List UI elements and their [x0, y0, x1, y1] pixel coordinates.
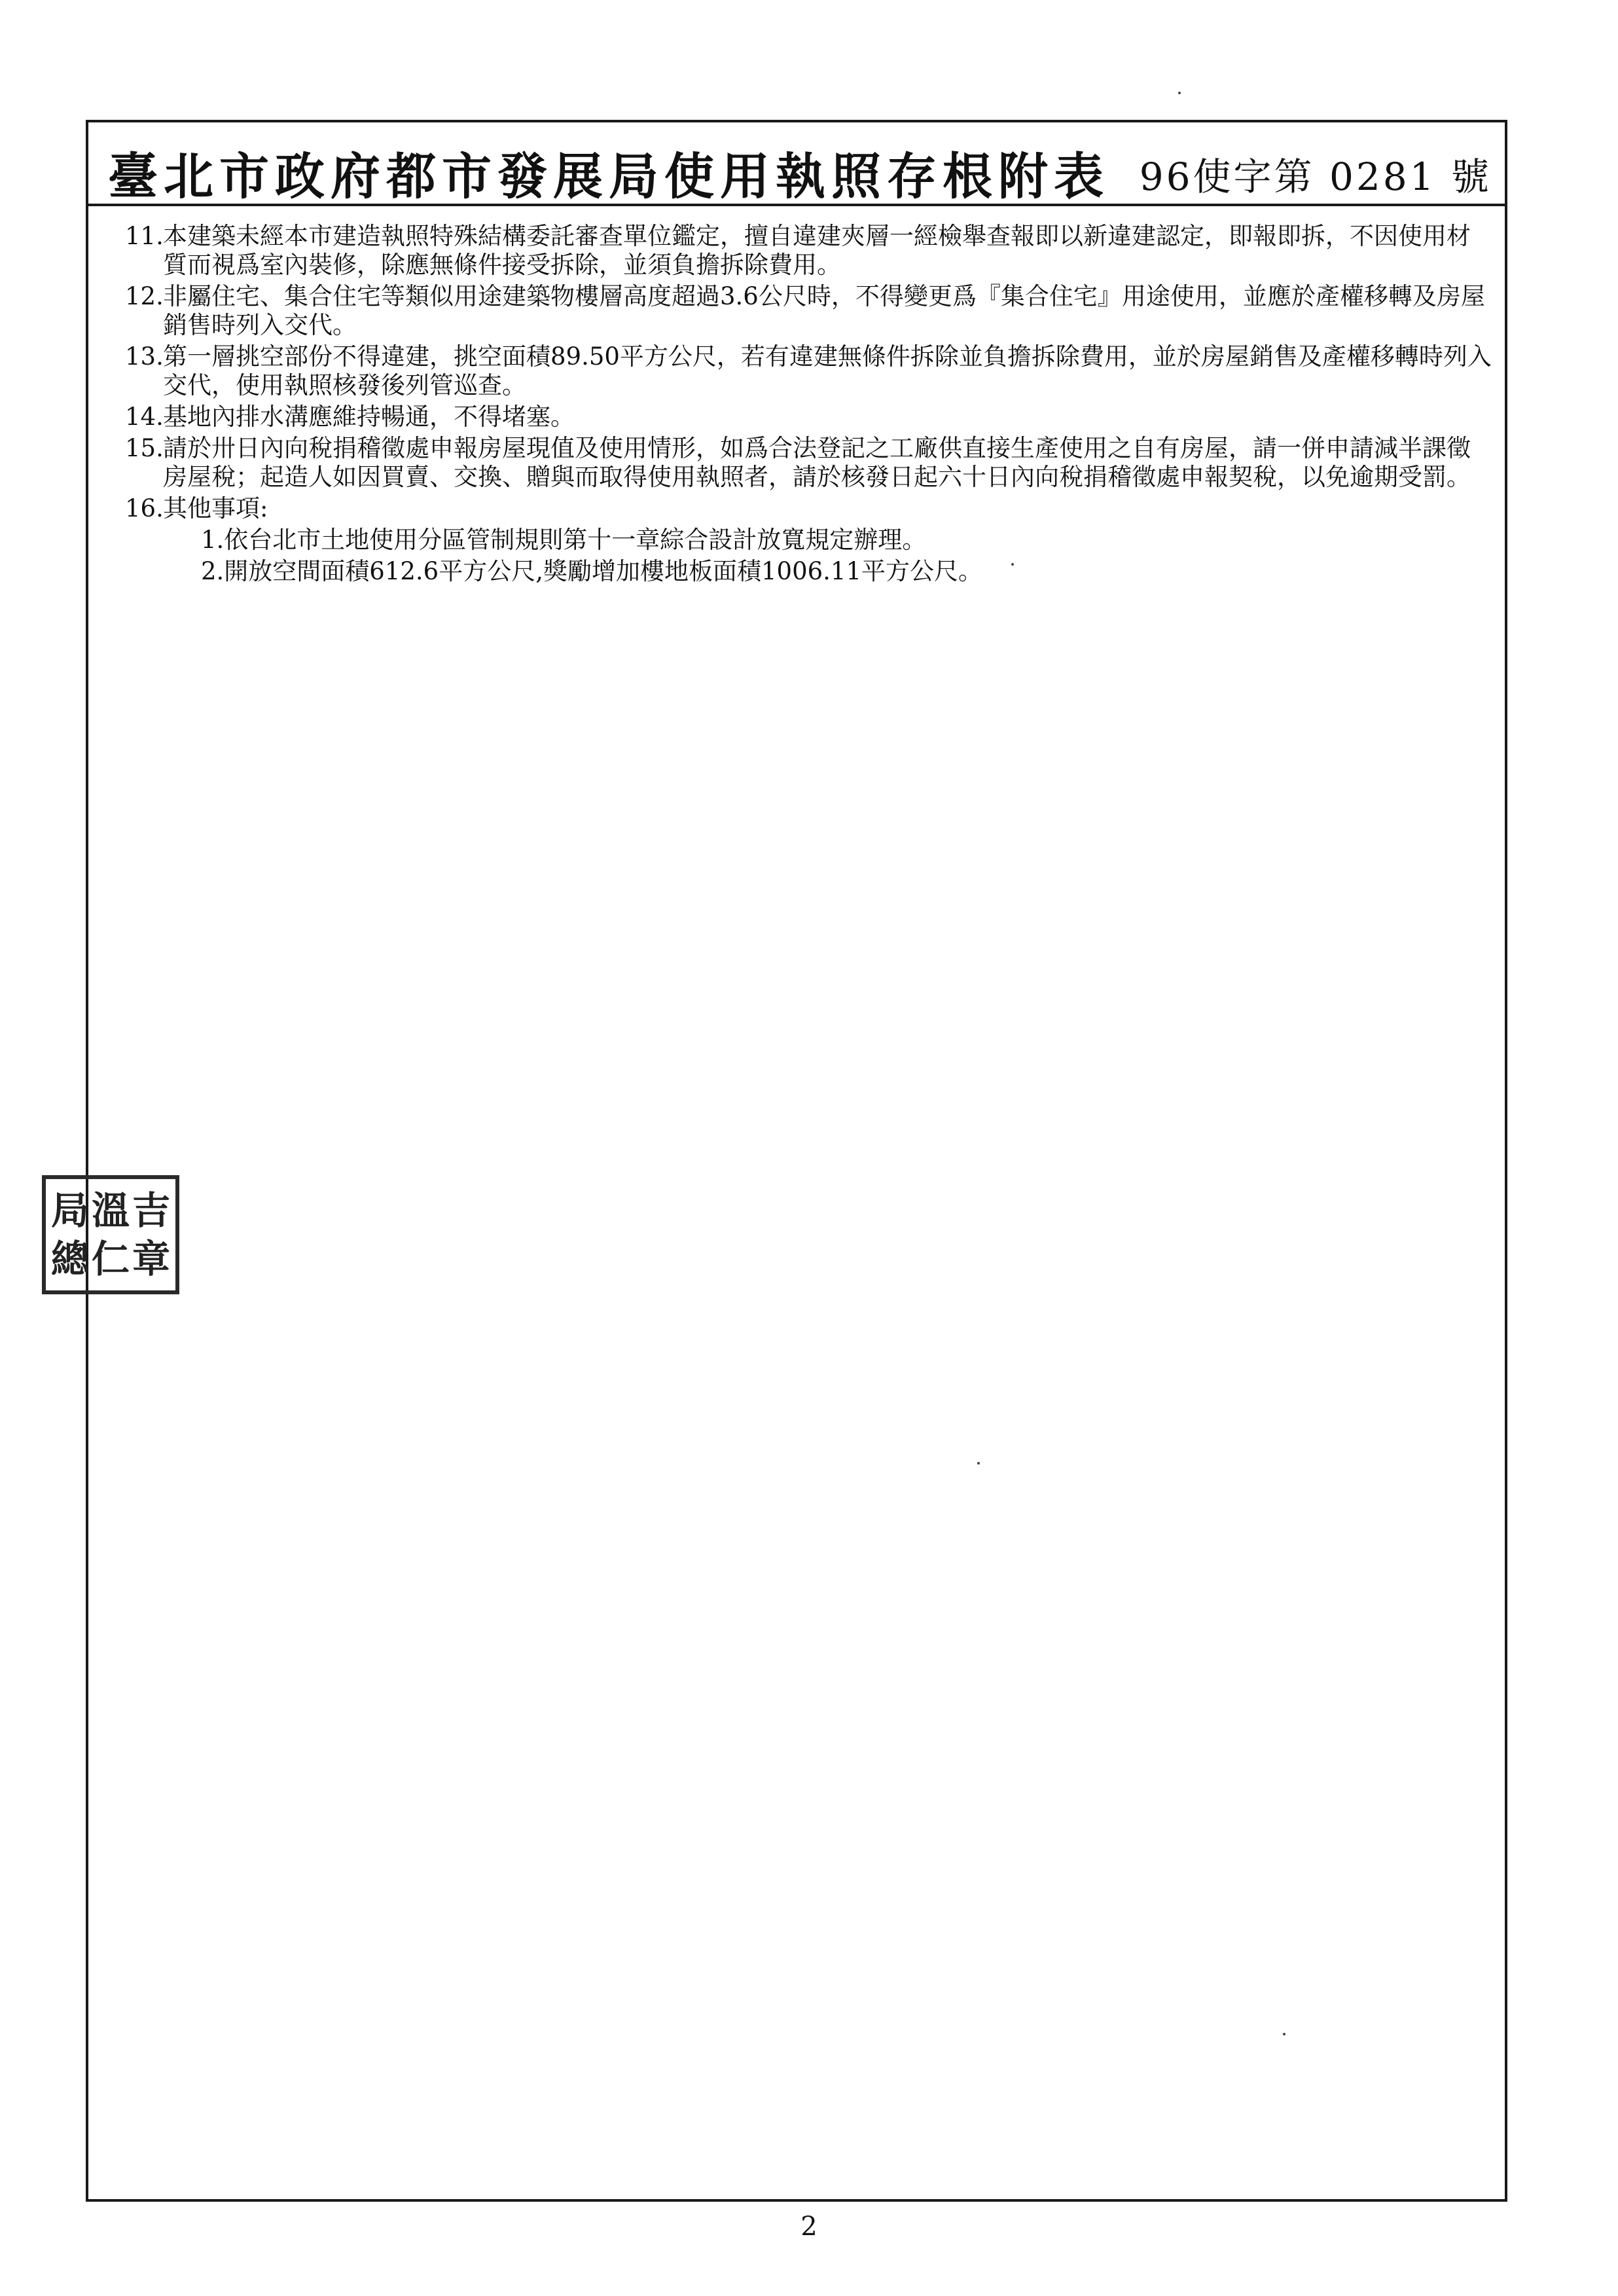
condition-item-13 [125, 342, 1493, 400]
item-text: 請於卅日內向稅捐稽徵處申報房屋現值及使用情形，如爲合法登記之工廠供直接生產使用之自有房屋，請一併申請減半課徵房屋稅；起造人如因買賣、交換、贈與而取得使用執照者，請於核發日起六十日內向稅捐稽徵處申報契稅，以免逾期受罰。 [163, 434, 1471, 491]
permit-number: 96使字第 0281 號 [1139, 155, 1492, 199]
item-number: 13. [125, 342, 164, 371]
sub-item-2: 2.開放空間面積612.6平方公尺,獎勵增加樓地板面積1006.11平方公尺。 [201, 557, 982, 585]
form-frame [86, 120, 1507, 2202]
item-number: 11. [125, 222, 164, 250]
item-text: 第一層挑空部份不得違建，挑空面積89.50平方公尺，若有違建無條件拆除並負擔拆除費用，並於房屋銷售及產權移轉時列入交代，使用執照核發後列管巡查。 [163, 342, 1492, 399]
condition-item-12 [125, 282, 1493, 340]
item-number: 16. [125, 494, 164, 522]
item-text: 本建築未經本市建造執照特殊結構委託審查單位鑑定，擅自違建夾層一經檢舉查報即以新違建認定，即報即拆，不因使用材質而視爲室內裝修，除應無條件接受拆除，並須負擔拆除費用。 [163, 222, 1471, 279]
scan-speck [1178, 92, 1181, 94]
sub-item-1: 1.依台北市土地使用分區管制規則第十一章綜合設計放寬規定辦理。 [201, 526, 927, 554]
condition-item-16 [125, 494, 1493, 523]
item-text: 基地內排水溝應維持暢通，不得堵塞。 [163, 403, 575, 431]
item-number: 14. [125, 403, 164, 431]
condition-item-14 [125, 403, 1493, 431]
condition-item-15 [125, 434, 1493, 492]
scan-speck [1011, 563, 1014, 566]
seal-column: 溫仁 [92, 1188, 130, 1281]
seal-column: 局總 [51, 1188, 90, 1281]
item-text: 非屬住宅、集合住宅等類似用途建築物樓層高度超過3.6公尺時，不得變更爲『集合住宅』用途使用，並應於產權移轉及房屋銷售時列入交代。 [163, 282, 1485, 339]
official-seal [42, 1175, 179, 1294]
item-number: 15. [125, 434, 164, 462]
conditions-list [125, 222, 1493, 589]
document-title: 臺北市政府都市發展局使用執照存根附表 [108, 147, 1109, 206]
scan-speck [977, 1462, 980, 1465]
scan-speck [1283, 2033, 1285, 2035]
condition-item-11 [125, 222, 1493, 280]
item-number: 12. [125, 282, 164, 310]
page-number: 2 [800, 2212, 818, 2242]
item-text: 其他事項: [163, 494, 268, 522]
title-row [88, 122, 1505, 206]
seal-column: 吉章 [132, 1188, 171, 1281]
